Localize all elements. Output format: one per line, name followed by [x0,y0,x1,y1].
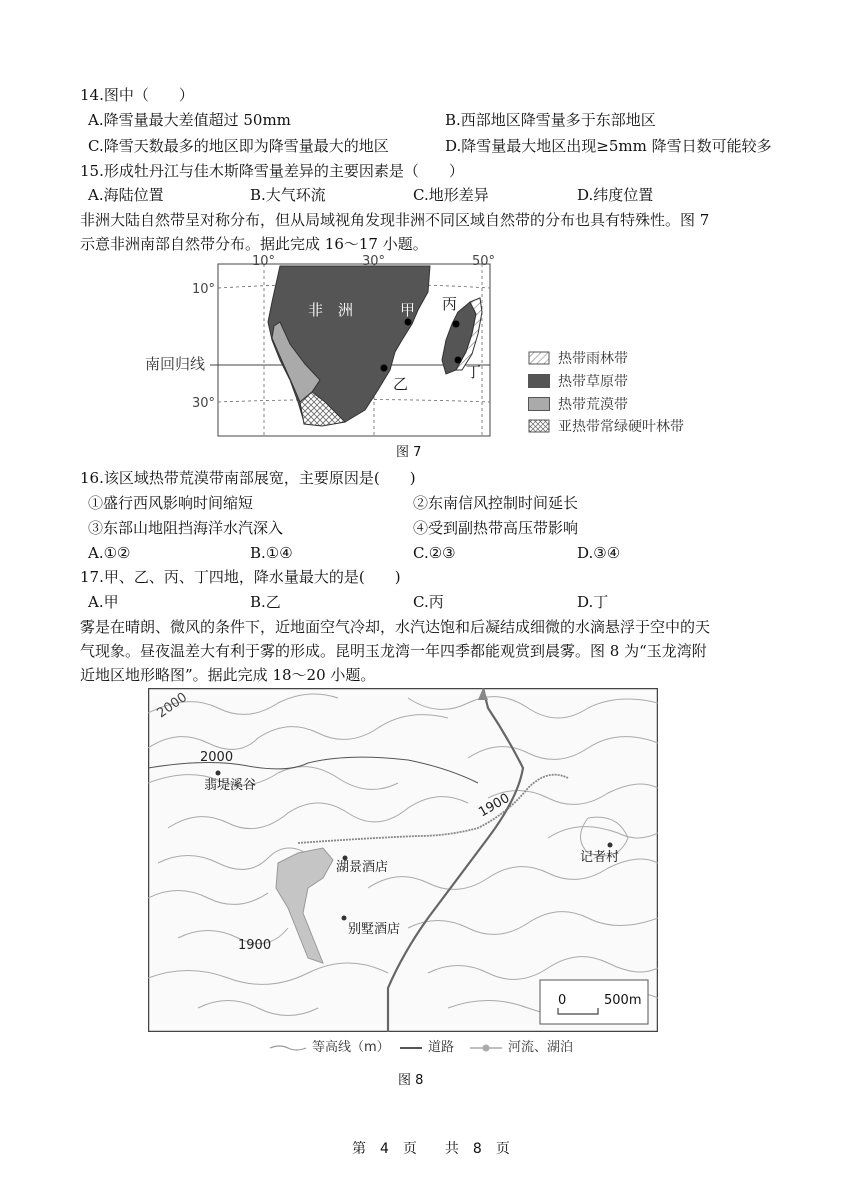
legend-road-label: 道路 [428,1040,455,1055]
q15-option-d: D.纬度位置 [577,186,654,204]
q17-option-a: A.甲 [88,593,119,611]
q16-statement-3: ③东部山地阻挡海洋水汽深入 [88,519,284,537]
contour-2000-label-b: 2000 [200,750,234,765]
place-villa-hotel: 别墅酒店 [348,922,401,937]
q14-option-b: B.西部地区降雪量多于东部地区 [445,111,656,129]
q17-option-d: D.丁 [577,593,609,611]
lon-30-label: 30° [362,254,386,269]
q16-option-d: D.③④ [577,544,621,562]
q17-option-b: B.乙 [250,593,281,611]
contour-1900-label-a: 1900 [476,790,513,821]
figure-8-map [148,688,658,1032]
contour-1900-label-b: 1900 [238,938,272,953]
africa-label: 非 洲 [308,301,354,319]
legend-mediterranean [528,416,684,436]
q17-option-c: C.丙 [413,593,444,611]
intro-16-line2: 示意非洲南部自然带分布。据此完成 16～17 小题。 [80,235,428,253]
q16-stem: 16.该区域热带荒漠带南部展宽，主要原因是( ) [80,469,416,487]
legend-rainforest [528,348,628,368]
q17-stem: 17.甲、乙、丙、丁四地，降水量最大的是( ) [80,568,401,586]
place-lakeview-hotel: 湖景酒店 [336,860,389,875]
q15-option-a: A.海陆位置 [88,186,164,204]
q14-option-c: C.降雪天数最多的地区即为降雪量最大的地区 [88,137,389,155]
q15-option-c: C.地形差异 [413,186,489,204]
legend-contour-label: 等高线（m） [312,1040,390,1055]
contour-2000-label-a: 2000 [154,689,191,722]
q16-statement-2: ②东南信风控制时间延长 [413,494,579,512]
legend-desert-label: 热带荒漠带 [558,397,628,413]
q16-option-c: C.②③ [413,544,456,562]
legend-river-label: 河流、湖泊 [508,1040,574,1055]
figure-8-caption: 图 8 [398,1073,424,1088]
lat-10-label: 10° [192,282,216,297]
legend-rainforest-label: 热带雨林带 [558,351,628,367]
point-jia-label: 甲 [400,301,416,319]
intro-16-line1: 非洲大陆自然带呈对称分布，但从局域视角发现非洲不同区域自然带的分布也具有特殊性。图 7 [80,211,710,229]
q15-option-b: B.大气环流 [250,186,326,204]
figure-7-caption: 图 7 [396,445,422,460]
lat-30-label: 30° [192,396,216,411]
figure-8-legend [268,1038,608,1058]
figure-7-map [140,252,740,442]
page-footer: 第 4 页 共 8 页 [352,1141,510,1157]
legend-savanna-label: 热带草原带 [558,374,628,390]
point-ding-label: 丁 [466,363,482,381]
q16-option-b: B.①④ [250,544,293,562]
intro-18-line2: 气现象。昼夜温差大有利于雾的形成。昆明玉龙湾一年四季都能观赏到晨雾。图 8 为“玉龙湾附 [80,642,707,660]
q15-stem: 15.形成牡丹江与佳木斯降雪量差异的主要因素是（ ） [80,162,464,180]
q14-option-d: D.降雪量最大地区出现≥5mm 降雪日数可能较多 [445,137,772,155]
point-yi-label: 乙 [393,375,409,393]
intro-18-line3: 近地区地形略图”。据此完成 18～20 小题。 [80,666,376,684]
legend-savanna [528,371,628,391]
scale-zero: 0 [558,993,567,1008]
lon-10-label: 10° [252,254,276,269]
q14-option-a: A.降雪量最大差值超过 50mm [88,111,291,129]
legend-desert [528,394,628,414]
q14-stem: 14.图中（ ） [80,86,194,104]
q16-statement-1: ①盛行西风影响时间缩短 [88,494,254,512]
legend-mediterranean-label: 亚热带常绿硬叶林带 [558,419,684,435]
lon-50-label: 50° [472,254,496,269]
point-bing-label: 丙 [442,295,458,313]
place-feiti-valley: 翡堤溪谷 [204,778,257,793]
tropic-label: 南回归线 [145,355,206,373]
scale-500m: 500m [604,993,642,1008]
intro-18-line1: 雾是在晴朗、微风的条件下，近地面空气冷却，水汽达饱和后凝结成细微的水滴悬浮于空中的天 [80,618,711,636]
q16-statement-4: ④受到副热带高压带影响 [413,519,579,537]
place-reporter-village: 记者村 [580,850,620,865]
q16-option-a: A.①② [88,544,131,562]
